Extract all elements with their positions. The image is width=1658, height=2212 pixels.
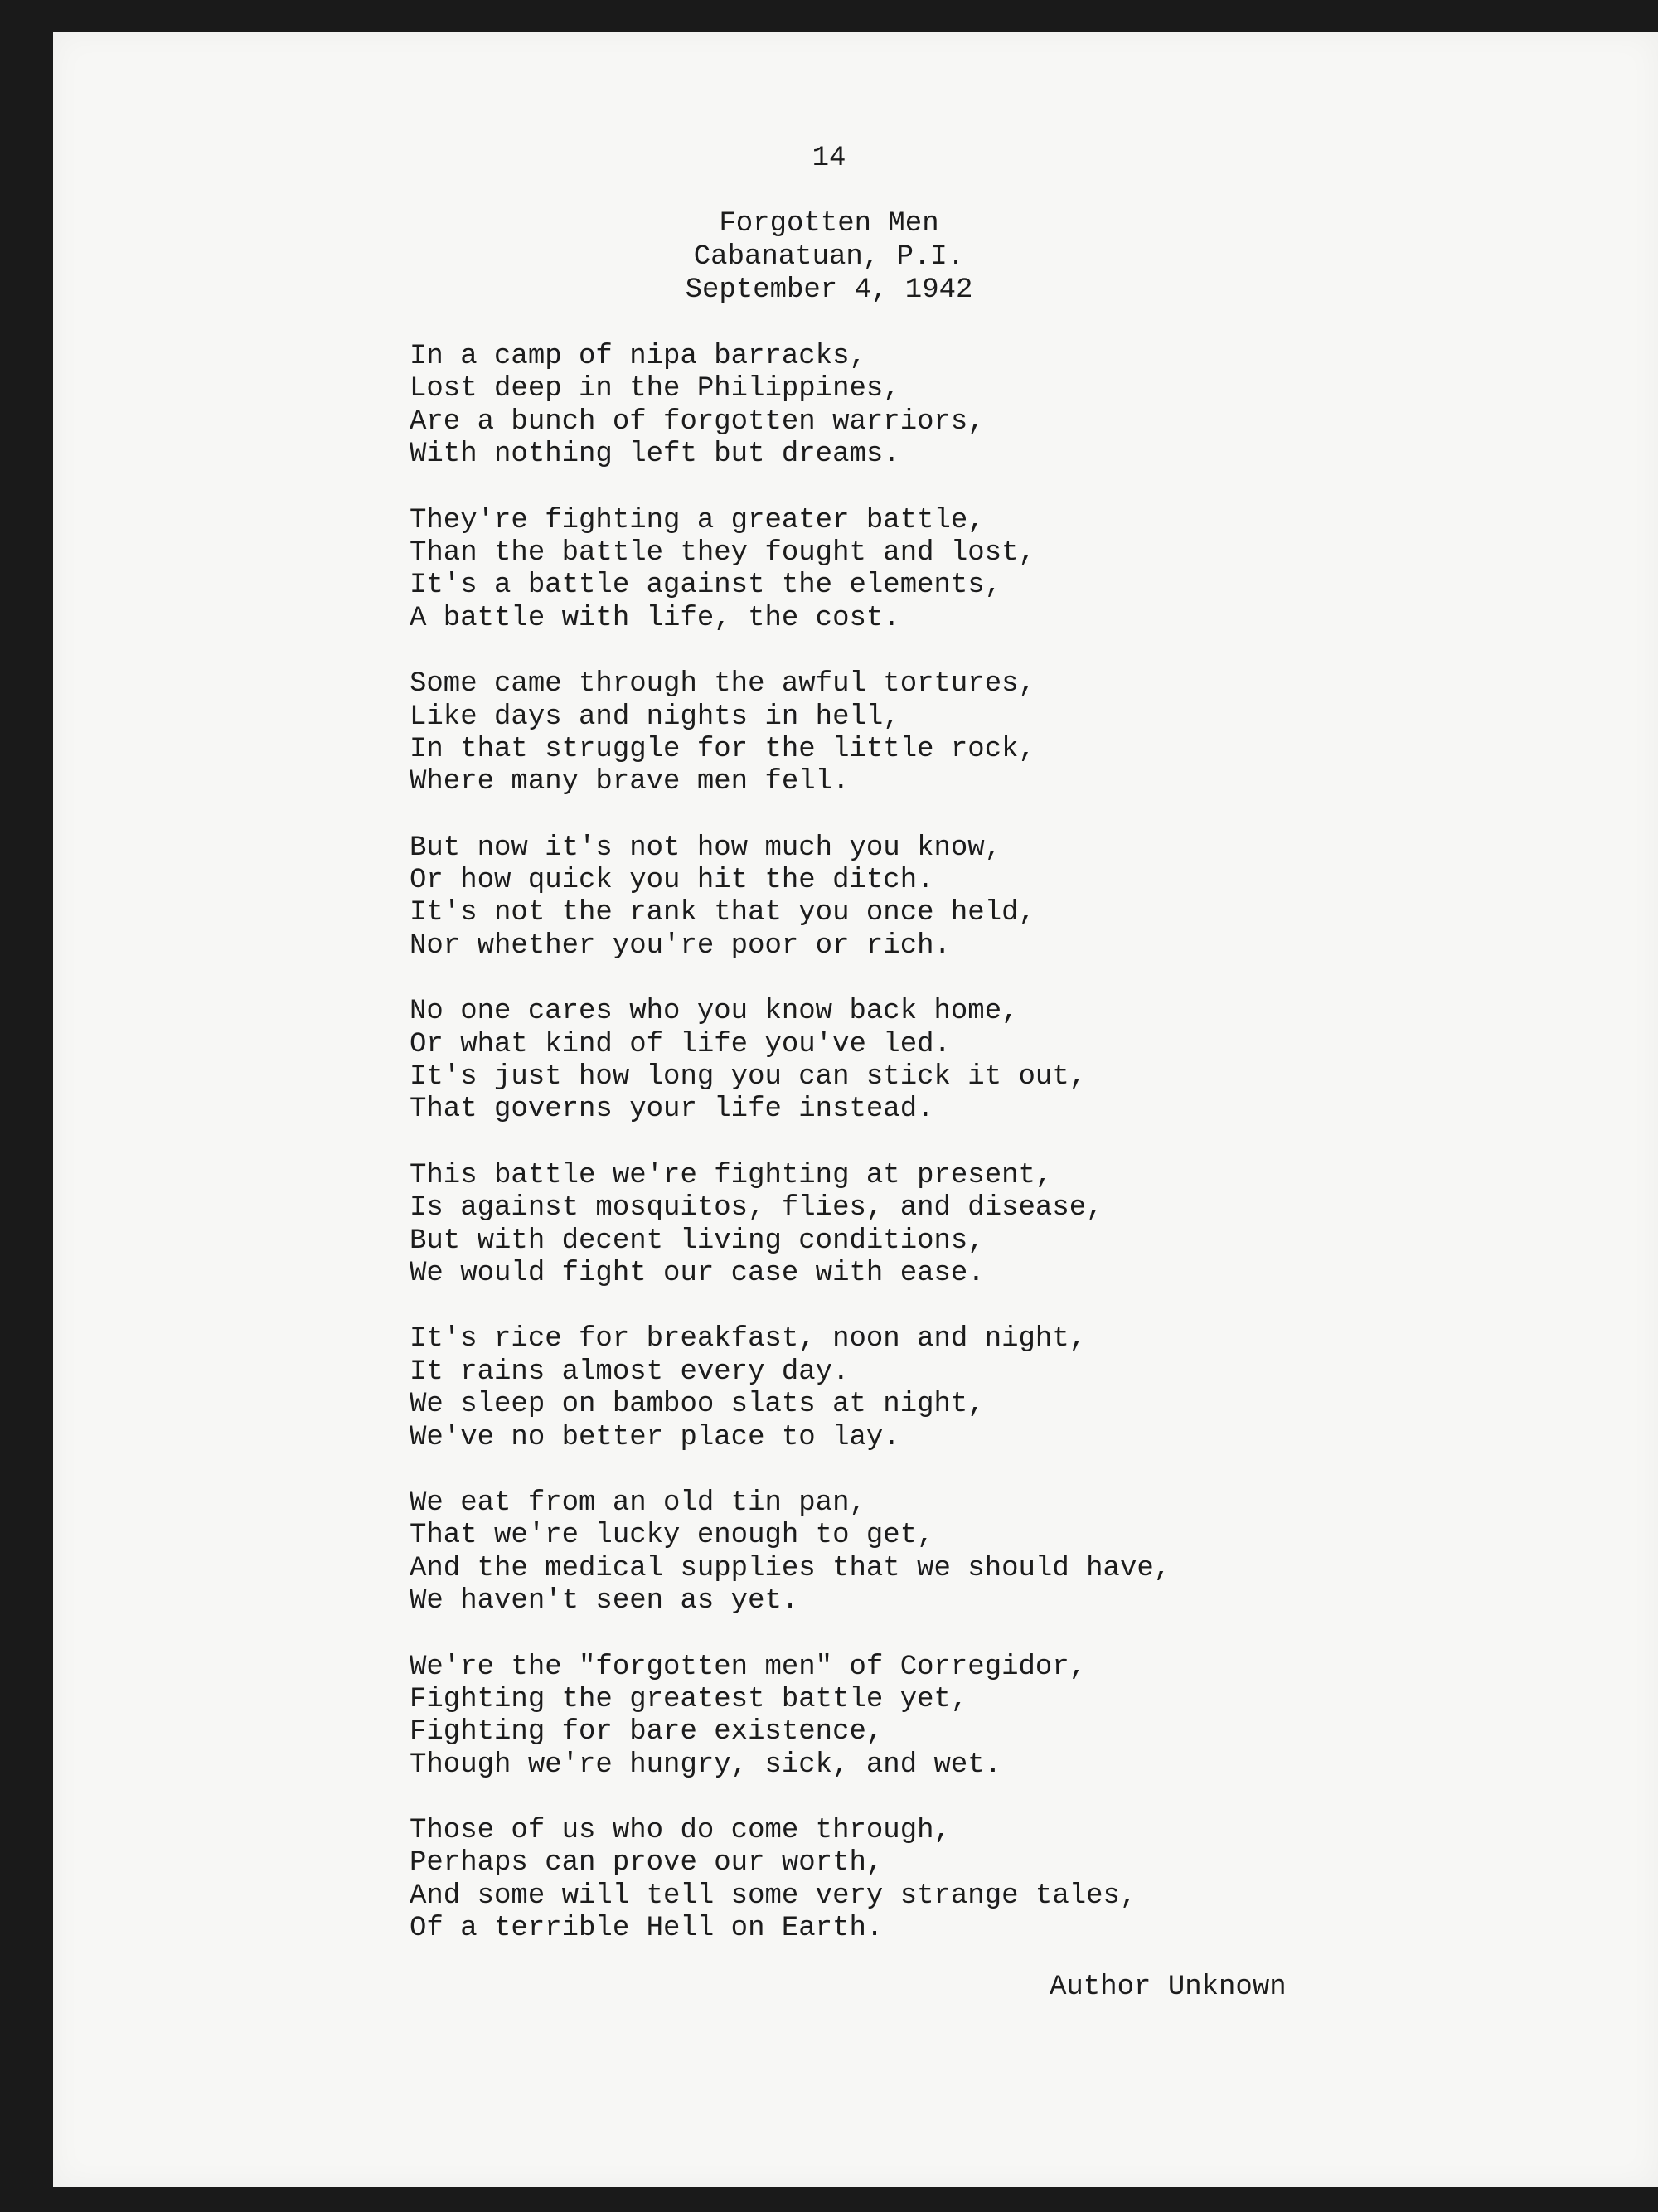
poem-line: They're fighting a greater battle, [410, 504, 985, 536]
poem-line: Some came through the awful tortures, [410, 668, 1035, 701]
poem-header [0, 207, 1658, 307]
poem-place: Cabanatuan, P.I. [693, 241, 965, 273]
poem-line: Than the battle they fought and lost, [410, 536, 1035, 569]
poem-date: September 4, 1942 [685, 274, 973, 306]
poem-line: We sleep on bamboo slats at night, [410, 1389, 985, 1421]
poem-line: We would fight our case with ease. [410, 1257, 985, 1289]
stanza [410, 1487, 1171, 1618]
poem-line: Is against mosquitos, flies, and disease, [410, 1192, 1103, 1225]
poem-line: We eat from an old tin pan, [410, 1487, 866, 1519]
poem-line: Of a terrible Hell on Earth. [410, 1913, 884, 1945]
poem-line: In a camp of nipa barracks, [410, 341, 866, 372]
poem-line: And the medical supplies that we should have, [410, 1552, 1171, 1584]
poem-line: That governs your life instead. [410, 1094, 934, 1126]
stanza [410, 1160, 1171, 1291]
poem-line: We're the "forgotten men" of Corregidor, [410, 1651, 1087, 1683]
stanza [410, 1815, 1171, 1946]
poem-line: Or how quick you hit the ditch. [410, 865, 934, 897]
poem-line: It's a battle against the elements, [410, 570, 1002, 602]
poem-line: Though we're hungry, sick, and wet. [410, 1749, 1002, 1781]
page-number: 14 [812, 143, 846, 174]
poem-line: Fighting the greatest battle yet, [410, 1683, 968, 1715]
poem-line: Where many brave men fell. [410, 766, 850, 798]
poem-line: It rains almost every day. [410, 1356, 850, 1388]
stanza [410, 505, 1171, 636]
poem-line: Perhaps can prove our worth, [410, 1847, 884, 1880]
poem-line: But with decent living conditions, [410, 1225, 985, 1257]
poem-line: We've no better place to lay. [410, 1421, 900, 1453]
poem-title: Forgotten Men [719, 208, 939, 240]
poem-line: Lost deep in the Philippines, [410, 373, 900, 405]
poem-line: In that struggle for the little rock, [410, 733, 1035, 765]
poem-line: It's rice for breakfast, noon and night, [410, 1323, 1087, 1356]
stanza [410, 341, 1171, 472]
poem-line: Those of us who do come through, [410, 1815, 951, 1847]
stanza [410, 668, 1171, 799]
stanza [410, 1323, 1171, 1454]
poem-body [410, 341, 1171, 1979]
poem-line: No one cares who you know back home, [410, 996, 1019, 1028]
poem-line: But now it's not how much you know, [410, 832, 1002, 864]
poem-line: It's not the rank that you once held, [410, 897, 1035, 929]
stanza [410, 1652, 1171, 1783]
poem-line: Are a bunch of forgotten warriors, [410, 405, 985, 438]
poem-line: With nothing left but dreams. [410, 439, 900, 471]
poem-line: And some will tell some very strange tales, [410, 1880, 1137, 1912]
poem-line: This battle we're fighting at present, [410, 1159, 1053, 1191]
stanza [410, 996, 1171, 1127]
poem-line: We haven't seen as yet. [410, 1585, 799, 1618]
poem-line: A battle with life, the cost. [410, 602, 900, 634]
poem-line: Or what kind of life you've led. [410, 1028, 951, 1060]
poem-line: Fighting for bare existence, [410, 1716, 884, 1749]
stanza [410, 832, 1171, 963]
poem-line: It's just how long you can stick it out, [410, 1061, 1087, 1094]
author-credit: Author Unknown [1050, 1972, 1287, 2003]
poem-line: That we're lucky enough to get, [410, 1520, 934, 1552]
poem-line: Nor whether you're poor or rich. [410, 929, 951, 962]
poem-line: Like days and nights in hell, [410, 701, 900, 733]
